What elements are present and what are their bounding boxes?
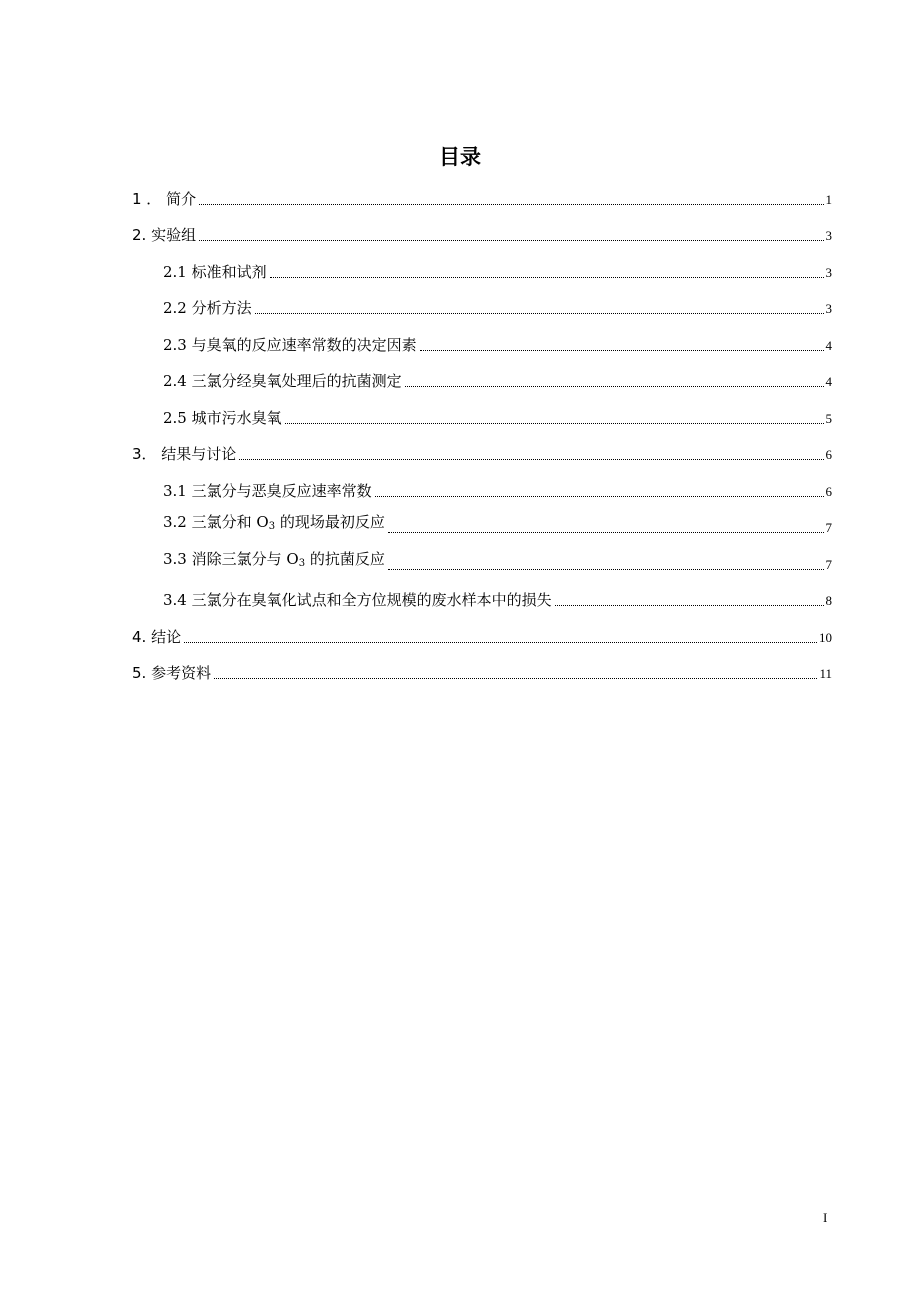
- toc-entry-antibacterial-elimination[interactable]: [163, 550, 832, 587]
- toc-dot-leader: [555, 604, 824, 606]
- toc-entry-page: 10: [819, 629, 832, 645]
- toc-entry-page: 6: [825, 483, 832, 499]
- toc-entry-label-text: 3.2 三氯分和 O: [163, 513, 269, 531]
- toc-entry-page: 6: [825, 447, 832, 462]
- toc-entry-loss-in-wastewater[interactable]: [163, 587, 832, 624]
- toc-entry-antibacterial-assay[interactable]: [163, 368, 832, 405]
- toc-dot-leader: [239, 458, 823, 460]
- page-number: I: [823, 1210, 828, 1225]
- toc-entry-experimental[interactable]: [132, 222, 832, 259]
- toc-entry-rate-constants[interactable]: [163, 331, 832, 368]
- toc-entry-reaction-rate[interactable]: [163, 477, 832, 514]
- toc-dot-leader: [388, 531, 824, 533]
- toc-dot-leader: [375, 495, 824, 497]
- toc-entry-page: 4: [825, 374, 832, 389]
- toc-entry-page: 3: [825, 264, 832, 280]
- toc-entry-label: 1 ． 简介: [132, 189, 197, 208]
- toc-entry-page: 11: [819, 666, 832, 681]
- toc-entry-label-text: 3.3 消除三氯分与 O: [163, 549, 299, 568]
- toc-entry-label: [163, 513, 385, 536]
- page-title: 目录: [439, 145, 481, 169]
- toc-entry-analytical-methods[interactable]: [163, 295, 832, 332]
- toc-dot-leader: [388, 568, 824, 570]
- toc-entry-label: [163, 550, 385, 573]
- toc-entry-label: 3.1 三氯分与恶臭反应速率常数: [163, 481, 372, 500]
- toc-entry-label-subscript: 3: [268, 521, 276, 532]
- toc-entry-label: 2.2 分析方法: [163, 299, 252, 317]
- toc-entry-label: 2.3 与臭氧的反应速率常数的决定因素: [163, 335, 417, 354]
- toc-entry-page: 5: [825, 410, 832, 426]
- toc-entry-label: 2.1 标准和试剂: [163, 262, 267, 281]
- toc-dot-leader: [285, 422, 824, 424]
- toc-dot-leader: [199, 239, 823, 241]
- toc-entry-page: 7: [825, 556, 832, 572]
- toc-entry-label: 3.4 三氯分在臭氧化试点和全方位规模的废水样本中的损失: [163, 591, 552, 609]
- toc-entry-results-discussion[interactable]: [132, 441, 832, 478]
- toc-entry-page: 1: [825, 191, 832, 207]
- toc-dot-leader: [184, 641, 817, 643]
- toc-entry-label: 2.4 三氯分经臭氧处理后的抗菌测定: [163, 372, 402, 390]
- toc-entry-label: 2.5 城市污水臭氧: [163, 408, 282, 427]
- toc-entry-initial-reaction[interactable]: [163, 514, 832, 551]
- toc-entry-introduction[interactable]: [132, 185, 832, 222]
- toc-entry-label: 4. 结论: [132, 627, 182, 646]
- toc-dot-leader: [405, 385, 824, 387]
- toc-entry-page: 8: [825, 593, 832, 608]
- toc-dot-leader: [270, 276, 824, 278]
- toc-entry-references[interactable]: [132, 660, 832, 697]
- toc-entry-label-text: 的现场最初反应: [275, 513, 385, 531]
- toc-entry-page: 4: [825, 337, 832, 353]
- toc-entry-conclusion[interactable]: [132, 623, 832, 660]
- table-of-contents: [0, 185, 920, 696]
- toc-entry-label: 3． 结果与讨论: [132, 445, 237, 463]
- toc-dot-leader: [214, 677, 817, 679]
- toc-entry-standards-reagents[interactable]: [163, 258, 832, 295]
- toc-dot-leader: [420, 349, 824, 351]
- toc-entry-label: 2. 实验组: [132, 226, 197, 244]
- toc-entry-label-subscript: 3: [298, 557, 306, 569]
- toc-entry-page: 7: [825, 520, 832, 535]
- toc-entry-page: 3: [825, 228, 832, 243]
- toc-dot-leader: [199, 203, 823, 205]
- toc-dot-leader: [255, 312, 824, 314]
- toc-entry-wastewater-ozonation[interactable]: [163, 404, 832, 441]
- toc-entry-label: 5. 参考资料: [132, 664, 212, 682]
- toc-entry-page: 3: [825, 301, 832, 316]
- toc-entry-label-text: 的抗菌反应: [305, 549, 385, 568]
